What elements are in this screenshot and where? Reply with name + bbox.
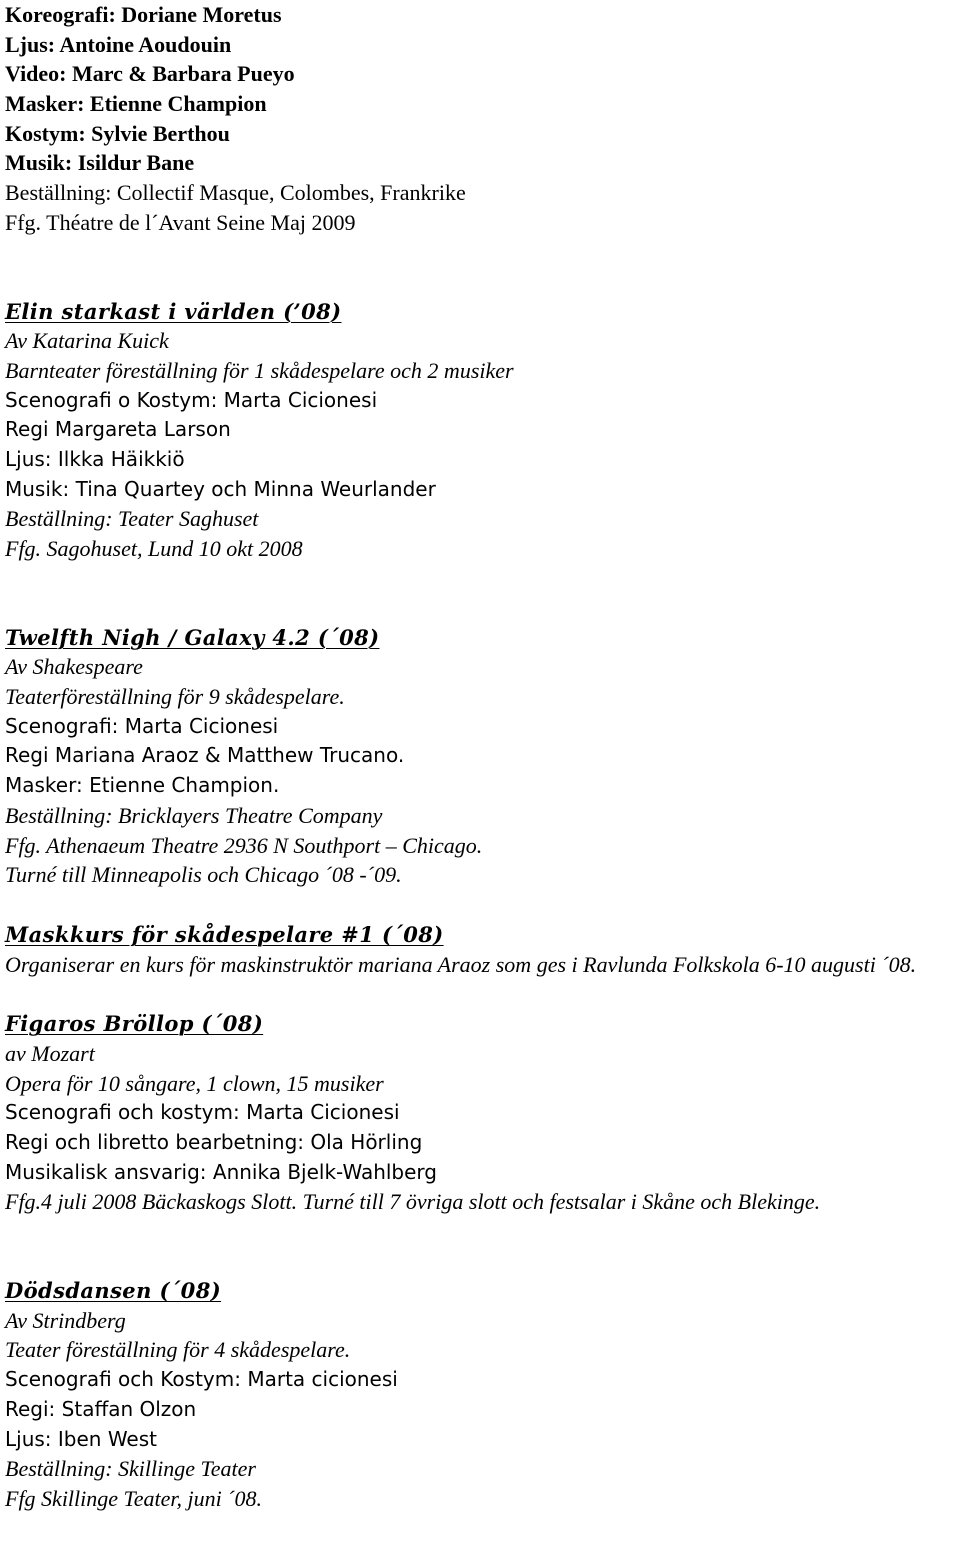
production-title: Figaros Bröllop (´08) bbox=[5, 1011, 264, 1037]
production-description: Opera för 10 sångare, 1 clown, 15 musiker bbox=[5, 1070, 384, 1096]
course-maskkurs bbox=[5, 920, 960, 979]
intro-credits bbox=[5, 0, 960, 238]
spacer bbox=[5, 1217, 960, 1276]
production-twelfth bbox=[5, 623, 960, 890]
production-scenografi: Scenografi och Kostym: Marta cicionesi bbox=[5, 1367, 398, 1392]
production-title: Dödsdansen (´08) bbox=[5, 1278, 222, 1304]
credit-video: Video: Marc & Barbara Pueyo bbox=[5, 61, 295, 87]
spacer bbox=[5, 238, 960, 297]
production-author: Av Shakespeare bbox=[5, 654, 143, 680]
production-figaro bbox=[5, 1009, 960, 1217]
production-ljus: Ljus: Iben West bbox=[5, 1426, 157, 1451]
production-description: Teaterföreställning för 9 skådespelare. bbox=[5, 684, 345, 710]
credit-musik: Musik: Isildur Bane bbox=[5, 150, 195, 176]
spacer bbox=[5, 890, 960, 920]
production-musik: Musik: Tina Quartey och Minna Weurlander bbox=[5, 476, 436, 501]
spacer bbox=[5, 564, 960, 623]
production-regi: Regi Margareta Larson bbox=[5, 417, 231, 442]
production-scenografi: Scenografi och kostym: Marta Cicionesi bbox=[5, 1100, 400, 1125]
course-description: Organiserar en kurs för maskinstruktör mariana Araoz som ges i Ravlunda Folkskola 6-10 augusti ´08. bbox=[5, 951, 917, 977]
production-bestallning: Beställning: Bricklayers Theatre Company bbox=[5, 802, 383, 828]
production-premiere: Ffg. Athenaeum Theatre 2936 N Southport – Chicago. bbox=[5, 832, 483, 858]
production-bestallning: Beställning: Skillinge Teater bbox=[5, 1456, 256, 1482]
production-premiere: Ffg. Sagohuset, Lund 10 okt 2008 bbox=[5, 536, 303, 561]
spacer bbox=[5, 979, 960, 1009]
production-author: Av Strindberg bbox=[5, 1307, 126, 1333]
production-scenografi: Scenografi: Marta Cicionesi bbox=[5, 713, 279, 738]
production-author: av Mozart bbox=[5, 1040, 95, 1066]
production-turne: Turné till Minneapolis och Chicago ´08 -´09. bbox=[5, 862, 402, 888]
production-author: Av Katarina Kuick bbox=[5, 328, 169, 354]
credit-bestallning: Beställning: Collectif Masque, Colombes, Frankrike bbox=[5, 180, 466, 206]
credit-kostym: Kostym: Sylvie Berthou bbox=[5, 120, 230, 146]
credit-masker: Masker: Etienne Champion bbox=[5, 91, 267, 117]
production-premiere: Ffg Skillinge Teater, juni ´08. bbox=[5, 1485, 263, 1511]
production-premiere: Ffg.4 juli 2008 Bäckaskogs Slott. Turné till 7 övriga slott och festsalar i Skåne och Blekinge. bbox=[5, 1189, 821, 1215]
credit-ljus: Ljus: Antoine Aoudouin bbox=[5, 31, 232, 57]
production-title: Elin starkast i världen (’08) bbox=[5, 298, 342, 324]
production-dodsdansen bbox=[5, 1276, 960, 1514]
production-musik: Musikalisk ansvarig: Annika Bjelk-Wahlberg bbox=[5, 1159, 437, 1184]
credit-koreografi: Koreografi: Doriane Moretus bbox=[5, 2, 282, 27]
production-regi: Regi: Staffan Olzon bbox=[5, 1396, 197, 1421]
production-masker: Masker: Etienne Champion. bbox=[5, 773, 280, 798]
production-bestallning: Beställning: Teater Saghuset bbox=[5, 506, 259, 532]
production-description: Teater föreställning för 4 skådespelare. bbox=[5, 1337, 351, 1363]
production-description: Barnteater föreställning för 1 skådespelare och 2 musiker bbox=[5, 357, 514, 383]
production-scenografi: Scenografi o Kostym: Marta Cicionesi bbox=[5, 387, 378, 412]
production-elin bbox=[5, 297, 960, 564]
course-title: Maskkurs för skådespelare #1 (´08) bbox=[5, 921, 444, 947]
production-title: Twelfth Nigh / Galaxy 4.2 (´08) bbox=[5, 624, 380, 650]
production-ljus: Ljus: Ilkka Häikkiö bbox=[5, 446, 185, 471]
credit-premiere: Ffg. Théatre de l´Avant Seine Maj 2009 bbox=[5, 209, 356, 235]
production-regi: Regi och libretto bearbetning: Ola Hörling bbox=[5, 1130, 423, 1155]
document-page bbox=[5, 0, 960, 1514]
production-regi: Regi Mariana Araoz & Matthew Trucano. bbox=[5, 743, 405, 768]
